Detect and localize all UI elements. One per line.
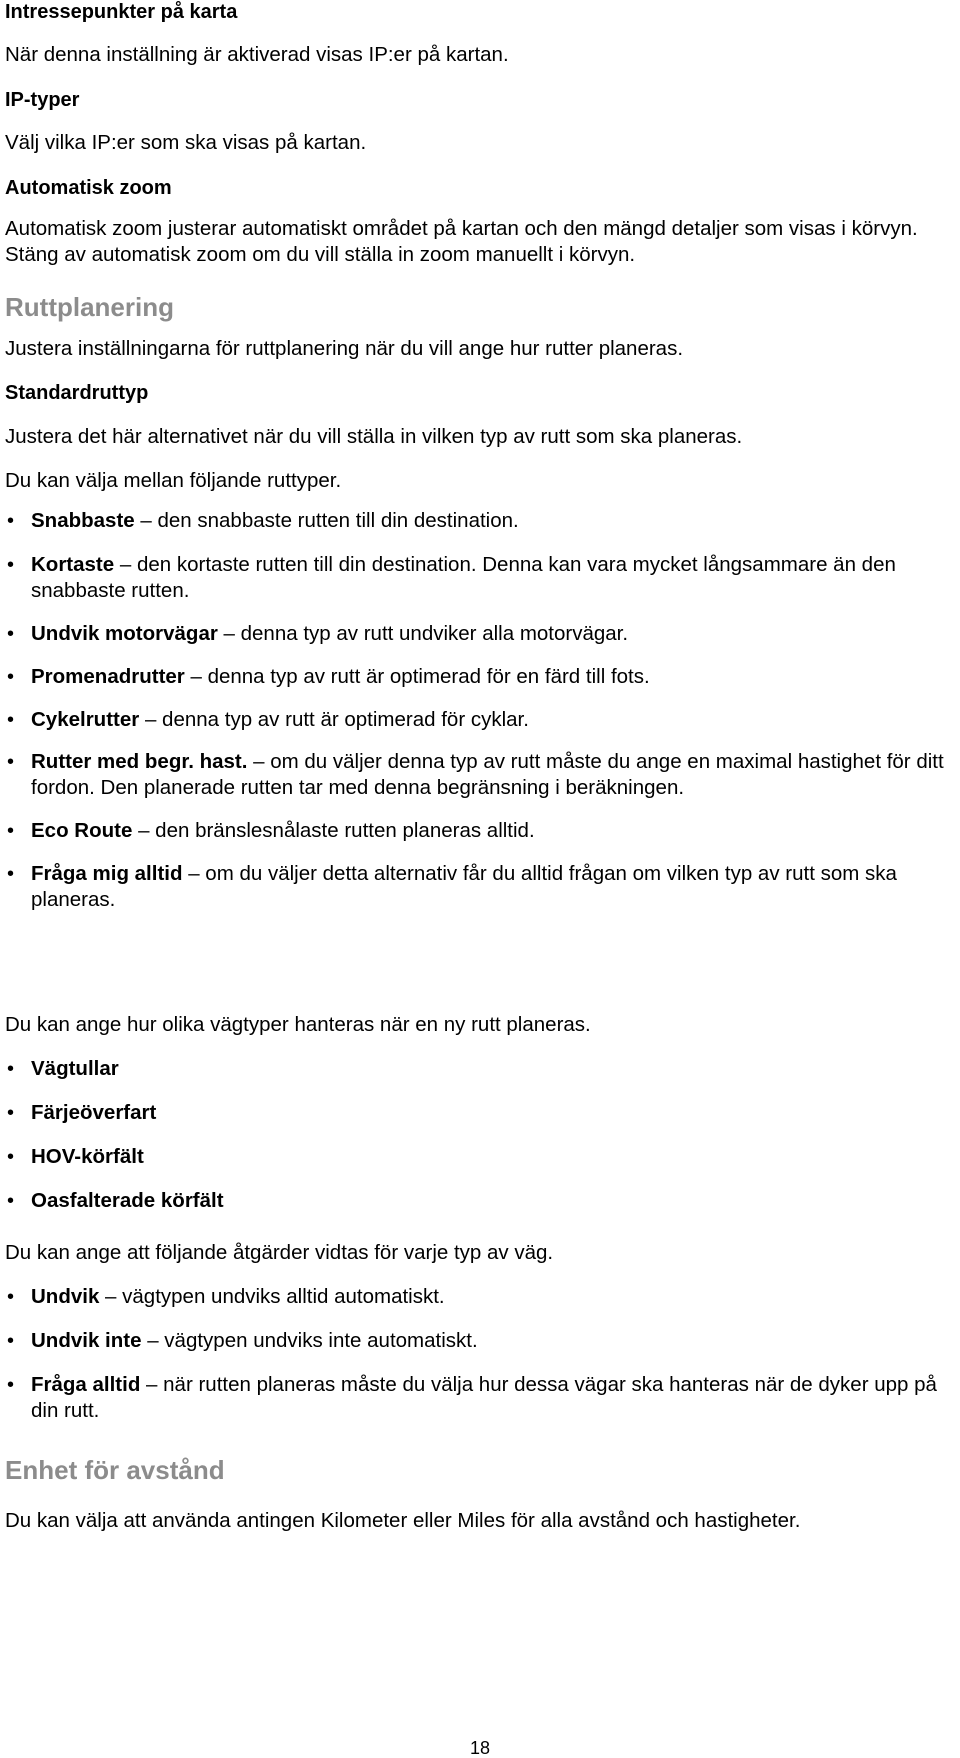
list-item-desc: – om du väljer denna typ av rutt måste du ange en maximal hastighet för ditt fordon. Den planerade rutten tar med denna begränsning i beräkningen. bbox=[31, 750, 944, 799]
list-item-term: Kortaste bbox=[31, 553, 115, 576]
list-item-term: Undvik bbox=[31, 1285, 100, 1308]
list-item-term: Oasfalterade körfält bbox=[31, 1189, 224, 1212]
list-item bbox=[5, 707, 950, 733]
list-item-term: Färjeöverfart bbox=[31, 1101, 157, 1124]
list-item-term: Rutter med begr. hast. bbox=[31, 750, 248, 773]
section-title-units: Enhet för avstånd bbox=[5, 1455, 225, 1485]
list-item-desc: – denna typ av rutt är optimerad för en färd till fots. bbox=[184, 665, 650, 688]
list-item bbox=[5, 1144, 950, 1170]
poi-text: När denna inställning är aktiverad visas IP:er på kartan. bbox=[5, 43, 509, 66]
list-item-desc: – den kortaste rutten till din destination. Denna kan vara mycket långsammare än den snabbaste rutten. bbox=[31, 553, 896, 602]
list-item-term: Fråga alltid bbox=[31, 1373, 141, 1396]
list-item-term: Fråga mig alltid bbox=[31, 862, 183, 885]
list-item bbox=[5, 1188, 950, 1214]
list-item bbox=[5, 1328, 950, 1354]
list-item-desc: – när rutten planeras måste du välja hur dessa vägar ska hanteras när de dyker upp på din rutt. bbox=[31, 1373, 937, 1422]
ip-types-heading: IP-typer bbox=[5, 89, 80, 111]
list-item bbox=[5, 749, 950, 801]
list-item-desc: – den snabbaste rutten till din destination. bbox=[134, 509, 519, 532]
list-item-desc: – denna typ av rutt undviker alla motorvägar. bbox=[217, 622, 629, 645]
list-item bbox=[5, 621, 950, 647]
list-item bbox=[5, 664, 950, 690]
page-number: 18 bbox=[469, 1738, 491, 1758]
list-item-desc: – vägtypen undviks inte automatiskt. bbox=[141, 1329, 478, 1352]
poi-heading: Intressepunkter på karta bbox=[5, 1, 238, 23]
list-item-term: HOV-körfält bbox=[31, 1145, 144, 1168]
routeplanning-text: Justera inställningarna för ruttplanering när du vill ange hur rutter planeras. bbox=[5, 337, 684, 360]
list-item-term: Eco Route bbox=[31, 819, 133, 842]
list-item-desc: – om du väljer detta alternativ får du alltid frågan om vilken typ av rutt som ska planeras. bbox=[31, 862, 897, 911]
list-item bbox=[5, 818, 950, 844]
default-route-text: Justera det här alternativet när du vill ställa in vilken typ av rutt som ska planeras. bbox=[5, 425, 743, 448]
autozoom-heading: Automatisk zoom bbox=[5, 177, 172, 199]
road-types-intro: Du kan ange hur olika vägtyper hanteras när en ny rutt planeras. bbox=[5, 1013, 591, 1036]
route-types-list bbox=[5, 508, 950, 913]
list-item-term: Cykelrutter bbox=[31, 708, 140, 731]
route-types-intro: Du kan välja mellan följande ruttyper. bbox=[5, 469, 342, 492]
autozoom-text: Automatisk zoom justerar automatiskt området på kartan och den mängd detaljer som visas i körvyn. Stäng av automatisk zoom om du vill ställa in zoom manuellt i körvyn. bbox=[5, 217, 918, 266]
list-item-term: Undvik inte bbox=[31, 1329, 142, 1352]
list-item bbox=[5, 508, 950, 534]
list-item bbox=[5, 861, 950, 913]
units-text: Du kan välja att använda antingen Kilometer eller Miles för alla avstånd och hastigheter. bbox=[5, 1509, 801, 1532]
list-item bbox=[5, 1056, 950, 1082]
list-item bbox=[5, 1284, 950, 1310]
list-item bbox=[5, 1372, 950, 1424]
ip-types-text: Välj vilka IP:er som ska visas på kartan. bbox=[5, 131, 367, 154]
road-types-list bbox=[5, 1056, 950, 1214]
list-item-term: Snabbaste bbox=[31, 509, 135, 532]
list-item-desc: – vägtypen undviks alltid automatiskt. bbox=[99, 1285, 445, 1308]
section-title-routeplanning: Ruttplanering bbox=[5, 292, 174, 322]
list-item-desc: – denna typ av rutt är optimerad för cyklar. bbox=[139, 708, 529, 731]
list-item bbox=[5, 552, 950, 604]
list-item-term: Undvik motorvägar bbox=[31, 622, 218, 645]
actions-list bbox=[5, 1284, 950, 1424]
list-item-desc: – den bränslesnålaste rutten planeras alltid. bbox=[132, 819, 535, 842]
list-item bbox=[5, 1100, 950, 1126]
list-item-term: Vägtullar bbox=[31, 1057, 119, 1080]
actions-intro: Du kan ange att följande åtgärder vidtas för varje typ av väg. bbox=[5, 1241, 554, 1264]
default-route-heading: Standardruttyp bbox=[5, 382, 149, 404]
list-item-term: Promenadrutter bbox=[31, 665, 185, 688]
